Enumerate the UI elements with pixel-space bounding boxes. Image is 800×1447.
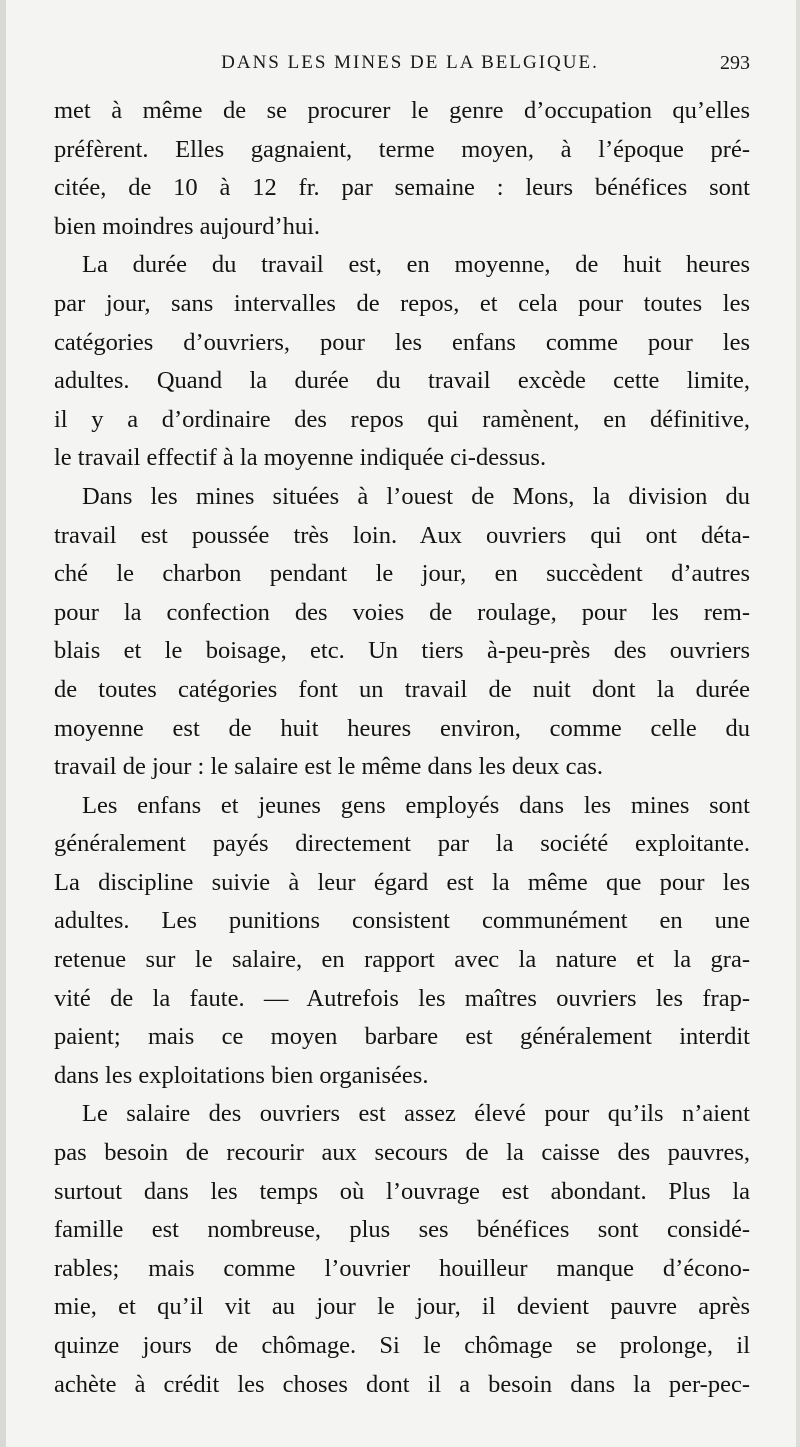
text-line: pour la confection des voies de roulage, pour les rem- [54, 598, 750, 626]
text-line: travail est poussée très loin. Aux ouvriers qui ont déta- [54, 521, 750, 549]
paragraph-start-line: Dans les mines situées à l’ouest de Mons, la division du [82, 482, 750, 510]
text-line: mie, et qu’il vit au jour le jour, il devient pauvre après [54, 1293, 750, 1321]
text-line: citée, de 10 à 12 fr. par semaine : leurs bénéfices sont [54, 174, 750, 202]
text-line: par jour, sans intervalles de repos, et cela pour toutes les [54, 289, 750, 317]
text-line: met à même de se procurer le genre d’occupation qu’elles [54, 97, 750, 124]
text-line: travail de jour : le salaire est le même dans les deux cas. [54, 753, 604, 781]
paragraph-start-line: Le salaire des ouvriers est assez élevé pour qu’ils n’aient [82, 1100, 750, 1128]
text-line: blais et le boisage, etc. Un tiers à-peu-près des ouvriers [54, 637, 750, 665]
text-line: paient; mais ce moyen barbare est généralement interdit [54, 1023, 750, 1051]
text-line: moyenne est de huit heures environ, comme celle du [54, 714, 750, 742]
text-line: généralement payés directement par la société exploitante. [54, 830, 750, 858]
text-line: achète à crédit les choses dont il a besoin dans la per-pec- [54, 1370, 750, 1398]
text-line: dans les exploitations bien organisées. [54, 1061, 429, 1089]
text-line: ché le charbon pendant le jour, en succèdent d’autres [54, 560, 750, 588]
paragraph-start-line: La durée du travail est, en moyenne, de huit heures [82, 251, 750, 279]
page-number: 293 [720, 52, 750, 74]
body-text [54, 92, 750, 1404]
running-title: DANS LES MINES DE LA BELGIQUE. [221, 52, 599, 73]
text-line: retenue sur le salaire, en rapport avec la nature et la gra- [54, 946, 750, 974]
paragraph-start-line: Les enfans et jeunes gens employés dans les mines sont [82, 791, 750, 819]
text-line: vité de la faute. — Autrefois les maîtres ouvriers les frap- [54, 984, 750, 1012]
text-line: La discipline suivie à leur égard est la même que pour les [54, 868, 750, 896]
text-line: pas besoin de recourir aux secours de la caisse des pauvres, [54, 1139, 750, 1167]
text-line: adultes. Les punitions consistent communément en une [54, 907, 750, 935]
text-line: adultes. Quand la durée du travail excède cette limite, [54, 367, 750, 395]
text-line: surtout dans les temps où l’ouvrage est abondant. Plus la [54, 1177, 750, 1205]
text-line: bien moindres aujourd’hui. [54, 212, 321, 240]
page-header [54, 52, 750, 84]
text-line: il y a d’ordinaire des repos qui ramènent, en définitive, [54, 405, 750, 433]
text-line: préfèrent. Elles gagnaient, terme moyen, à l’époque pré- [54, 135, 750, 163]
text-line: de toutes catégories font un travail de nuit dont la durée [54, 675, 750, 703]
text-line: le travail effectif à la moyenne indiquée ci-dessus. [54, 444, 547, 472]
text-line: catégories d’ouvriers, pour les enfans comme pour les [54, 328, 750, 356]
text-line: quinze jours de chômage. Si le chômage se prolonge, il [54, 1332, 750, 1359]
text-line: famille est nombreuse, plus ses bénéfices sont considé- [54, 1216, 750, 1244]
text-line: rables; mais comme l’ouvrier houilleur manque d’écono- [54, 1254, 750, 1282]
